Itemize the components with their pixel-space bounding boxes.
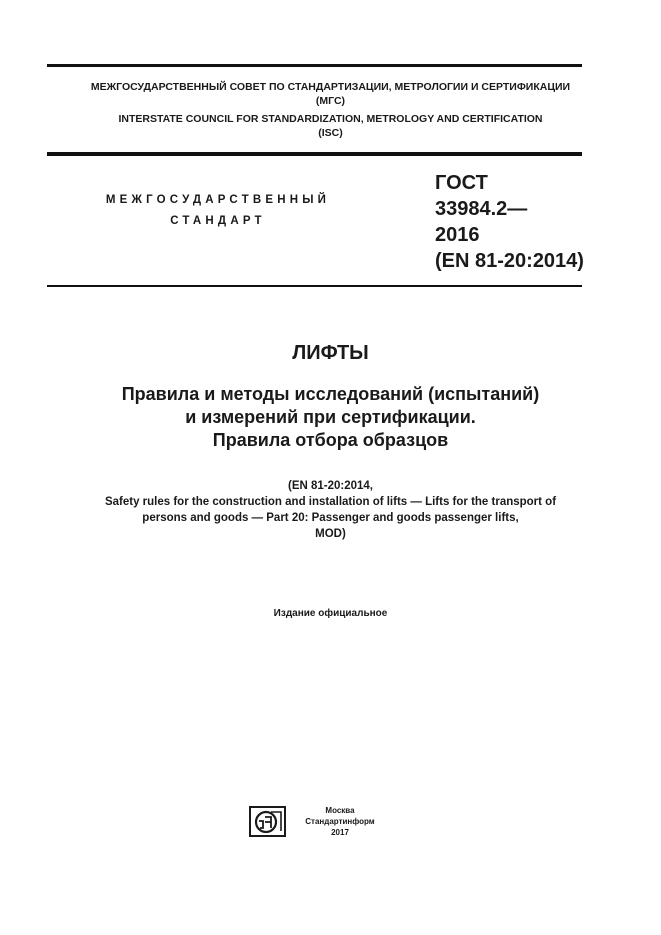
en-reference-line: Safety rules for the construction and installation of lifts — Lifts for the transport of <box>104 496 557 508</box>
subtitle-line: Правила отбора образцов <box>212 430 449 450</box>
council-en-line1: INTERSTATE COUNCIL FOR STANDARDIZATION, METROLOGY AND CERTIFICATION <box>118 113 543 125</box>
top-rule <box>47 64 582 67</box>
publisher-logo-graphic <box>251 808 284 835</box>
imprint-publisher: Стандартинформ <box>305 817 375 826</box>
en-reference <box>0 478 661 542</box>
imprint-city: Москва <box>325 806 355 815</box>
designation-number: 33984.2— <box>435 198 528 220</box>
edition-label: Издание официальное <box>273 608 388 619</box>
standard-type-line2: СТАНДАРТ <box>170 215 266 227</box>
council-name-en <box>0 112 661 140</box>
council-ru-abbr: (МГС) <box>315 95 346 107</box>
en-reference-line: MOD) <box>315 528 346 540</box>
subtitle-line: Правила и методы исследований (испытаний) <box>121 384 540 404</box>
designation-rule <box>47 285 582 287</box>
publisher-logo-icon <box>249 806 286 837</box>
document-title: ЛИФТЫ <box>292 342 369 364</box>
council-ru-line1: МЕЖГОСУДАРСТВЕННЫЙ СОВЕТ ПО СТАНДАРТИЗАЦИИ, МЕТРОЛОГИИ И СЕРТИФИКАЦИИ <box>90 81 571 93</box>
imprint <box>290 805 390 838</box>
en-reference-line: persons and goods — Part 20: Passenger and goods passenger lifts, <box>142 512 519 524</box>
council-en-abbr: (ISC) <box>318 127 343 139</box>
document-subtitle <box>0 383 661 452</box>
header-rule <box>47 152 582 156</box>
subtitle-line: и измерений при сертификации. <box>185 407 476 427</box>
standard-type-line1: МЕЖГОСУДАРСТВЕННЫЙ <box>105 194 331 206</box>
standard-designation <box>435 170 635 274</box>
designation-prefix: ГОСТ <box>435 172 488 194</box>
council-name-ru <box>0 80 661 108</box>
designation-year: 2016 <box>435 224 480 246</box>
imprint-year: 2017 <box>331 828 349 837</box>
designation-equivalent: (EN 81-20:2014) <box>435 250 584 272</box>
en-reference-line: (EN 81-20:2014, <box>287 480 374 492</box>
standard-type-label <box>88 190 348 232</box>
